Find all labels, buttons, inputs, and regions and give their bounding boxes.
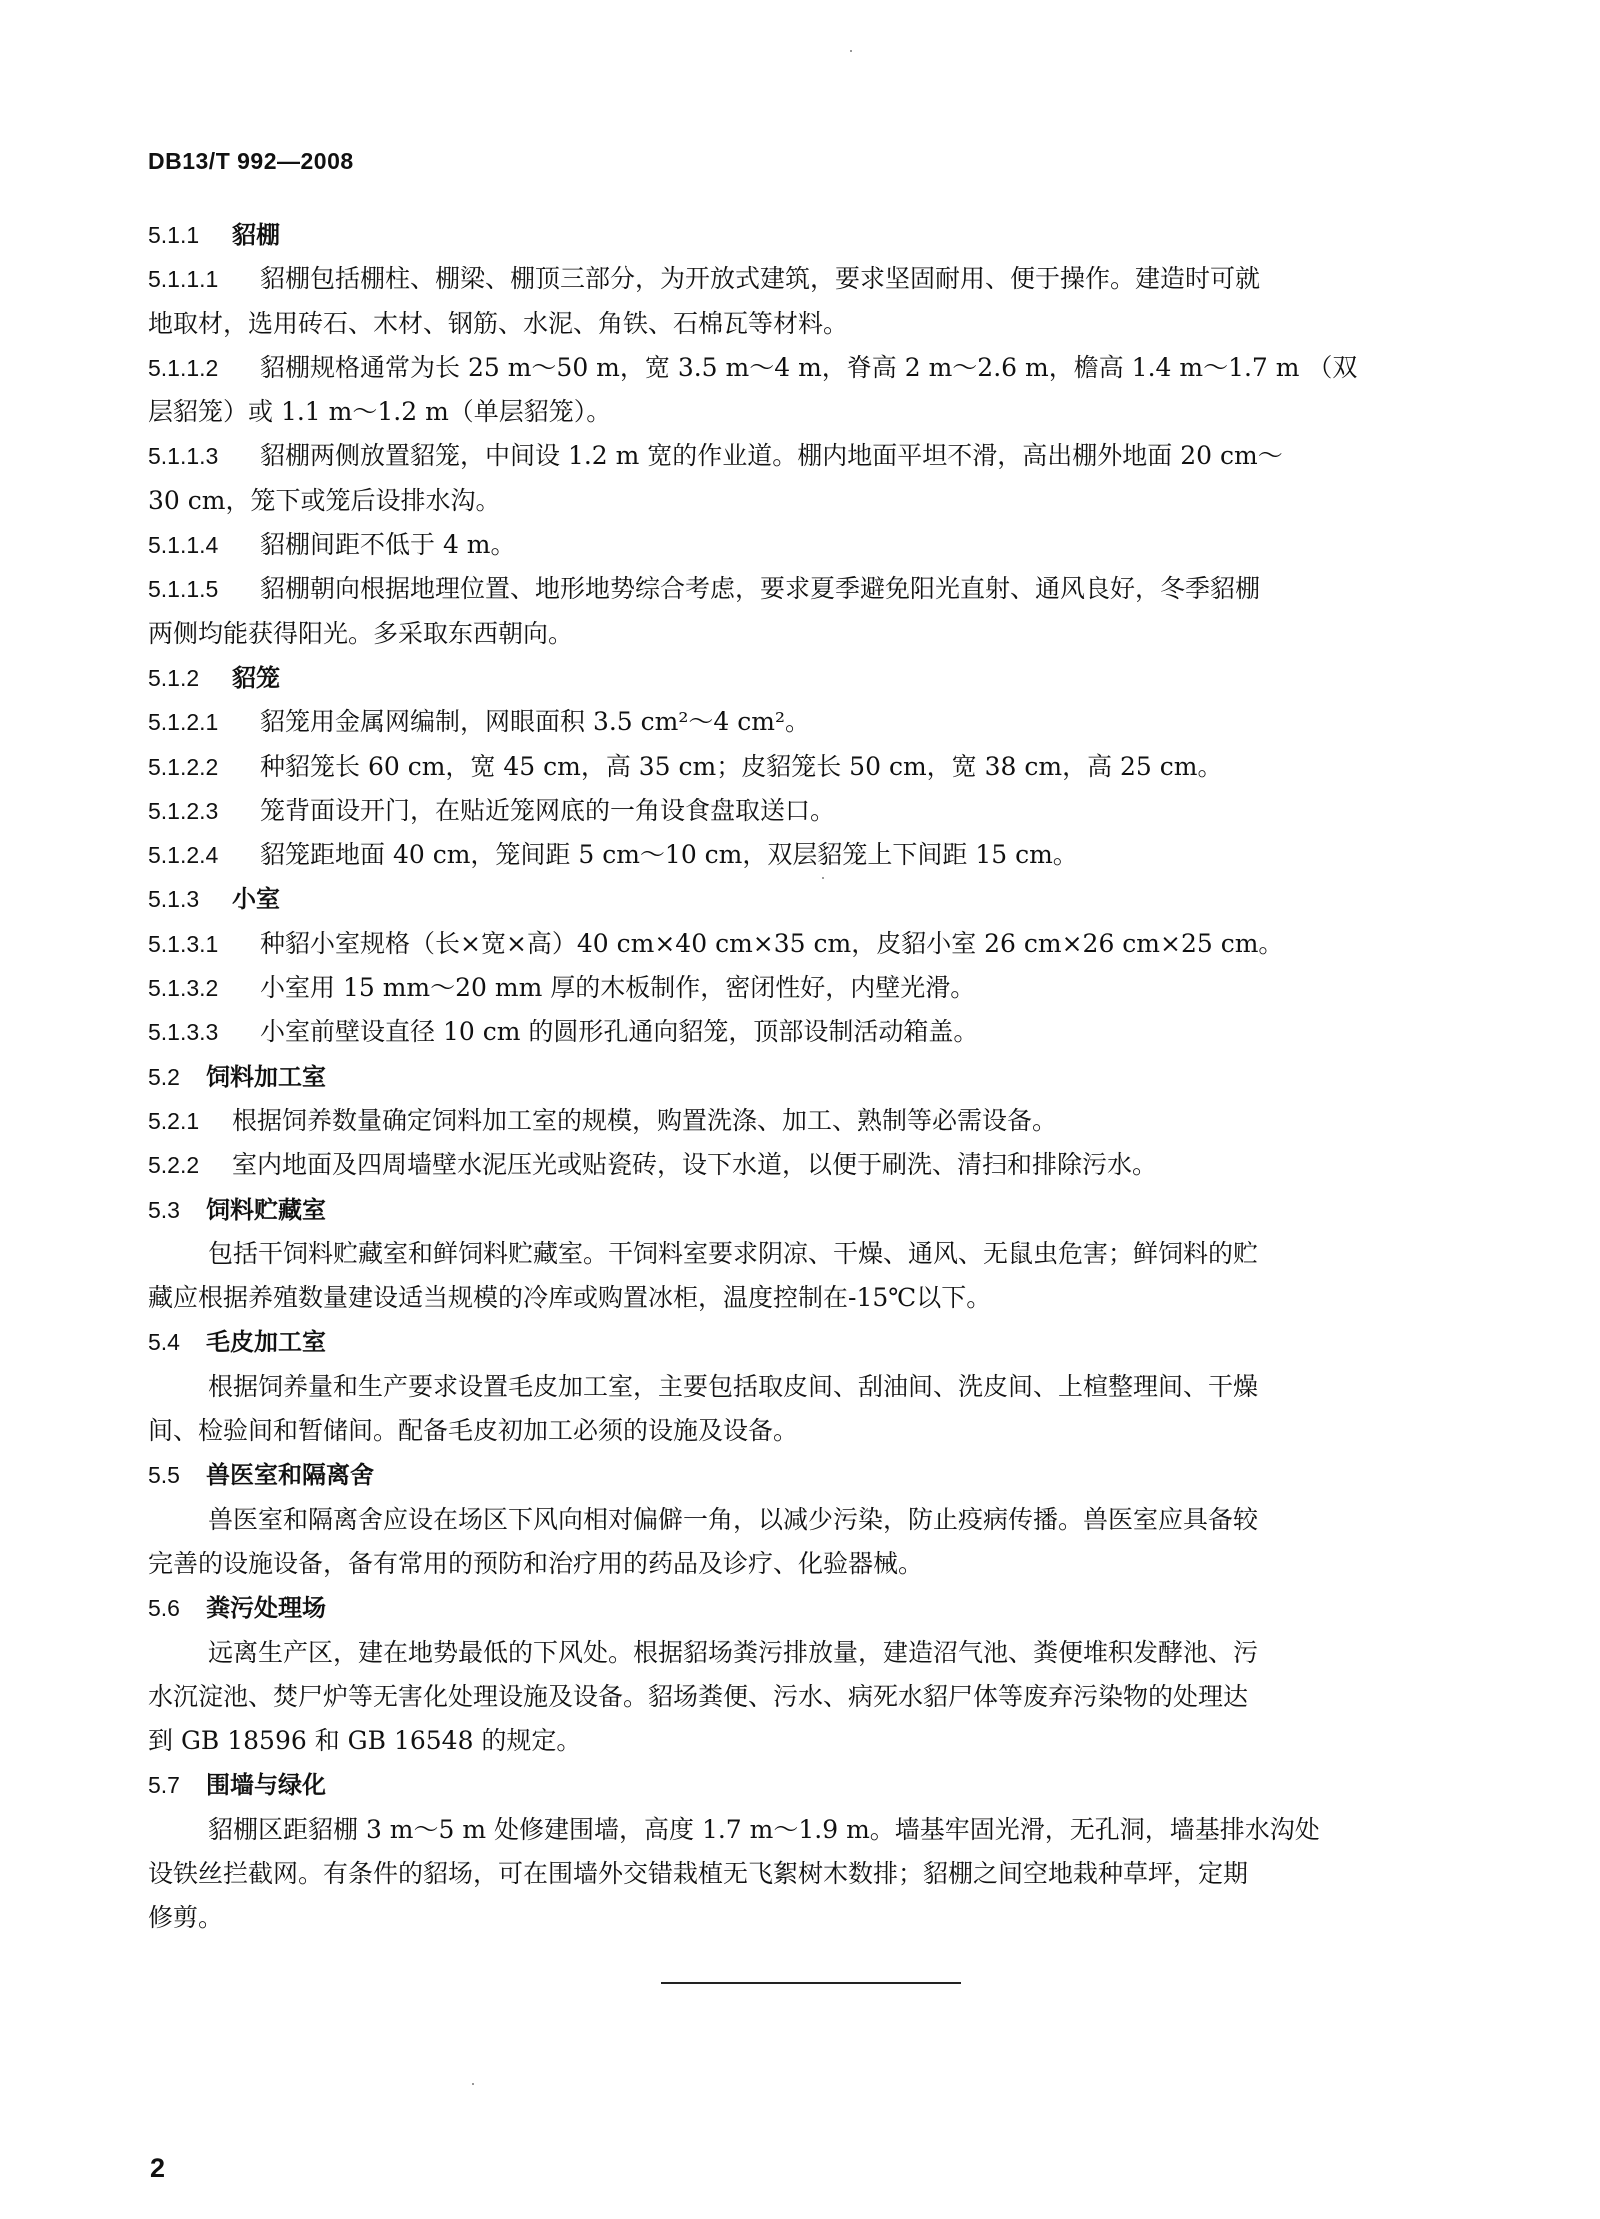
paragraph-line: 根据饲养量和生产要求设置毛皮加工室，主要包括取皮间、刮油间、洗皮间、上楦整理间、干燥: [208, 1371, 1259, 1401]
continuation-line: 两侧均能获得阳光。多采取东西朝向。: [148, 618, 574, 648]
paragraph-line: 貂棚区距貂棚 3 m～5 m 处修建围墙，高度 1.7 m～1.9 m。墙基牢固光滑，无孔洞，墙基排水沟处: [208, 1814, 1320, 1844]
clause-line: [148, 700, 1468, 744]
clause-text: 貂棚朝向根据地理位置、地形地势综合考虑，要求夏季避免阳光直射、通风良好，冬季貂棚: [260, 574, 1261, 604]
section-heading: [148, 1763, 1468, 1807]
section-number: 5.1.1: [148, 222, 200, 248]
clause-line: [148, 745, 1468, 789]
continuation-line: 水沉淀池、焚尸炉等无害化处理设施及设备。貂场粪便、污水、病死水貂尸体等废弃污染物的处理达: [148, 1681, 1249, 1711]
section-heading: [148, 1188, 1468, 1232]
clause-line: [148, 434, 1468, 478]
clause-number: 5.1.1.4: [148, 532, 219, 559]
clause-number: 5.1.1.2: [148, 354, 219, 381]
document-code: DB13/T 992—2008: [148, 148, 354, 174]
section-heading: [148, 877, 1468, 921]
clause-line: [148, 567, 1468, 611]
clause-text: 貂棚间距不低于 4 m。: [260, 530, 516, 560]
clause-text: 小室前壁设直径 10 cm 的圆形孔通向貂笼，顶部设制活动箱盖。: [260, 1017, 979, 1047]
continuation-line: 设铁丝拦截网。有条件的貂场，可在围墙外交错栽植无飞絮树木数排；貂棚之间空地栽种草坪，定期: [148, 1858, 1249, 1888]
continuation-line: 到 GB 18596 和 GB 16548 的规定。: [148, 1726, 582, 1756]
clause-number: 5.1.3.3: [148, 1019, 219, 1046]
section-title: 小室: [232, 885, 280, 914]
continuation-line: 完善的设施设备，备有常用的预防和治疗用的药品及诊疗、化验器械。: [148, 1548, 924, 1578]
clause-number: 5.1.2.1: [148, 709, 219, 736]
clause-number: 5.1.1.5: [148, 576, 219, 603]
section-number: 5.2: [148, 1063, 180, 1090]
clause-text: 笼背面设开门，在贴近笼网底的一角设食盘取送口。: [260, 795, 836, 825]
clause-text: 小室用 15 mm～20 mm 厚的木板制作，密闭性好，内壁光滑。: [260, 973, 976, 1003]
section-heading: [148, 1453, 1468, 1497]
clause-text: 根据饲养数量确定饲料加工室的规模，购置洗涤、加工、熟制等必需设备。: [232, 1105, 1058, 1135]
clause-text: 貂笼用金属网编制，网眼面积 3.5 cm²～4 cm²。: [260, 707, 810, 737]
clause-text: 貂笼距地面 40 cm，笼间距 5 cm～10 cm，双层貂笼上下间距 15 cm。: [260, 840, 1078, 870]
continuation-line: 修剪。: [148, 1903, 224, 1933]
clause-number: 5.2.1: [148, 1107, 200, 1134]
section-title: 貂笼: [232, 663, 280, 692]
section-number: 5.6: [148, 1595, 180, 1622]
section-title: 貂棚: [232, 221, 280, 249]
clause-text: 种貂小室规格（长×宽×高）40 cm×40 cm×35 cm，皮貂小室 26 cm×26 cm×25 cm。: [260, 928, 1284, 958]
clause-number: 5.1.3.1: [148, 930, 219, 957]
continuation-line: 地取材，选用砖石、木材、钢筋、水泥、角铁、石棉瓦等材料。: [148, 308, 849, 338]
clause-line: [148, 523, 1468, 567]
clause-text: 貂棚两侧放置貂笼，中间设 1.2 m 宽的作业道。棚内地面平坦不滑，高出棚外地面 20 cm～: [260, 441, 1283, 471]
clause-number: 5.1.2.2: [148, 753, 219, 780]
section-title: 毛皮加工室: [206, 1328, 326, 1357]
section-heading: [148, 656, 1468, 700]
continuation-line: 藏应根据养殖数量建设适当规模的冷库或购置冰柜，温度控制在-15℃以下。: [148, 1283, 992, 1313]
paragraph-line: 兽医室和隔离舍应设在场区下风向相对偏僻一角，以减少污染，防止疫病传播。兽医室应具备较: [208, 1504, 1259, 1534]
section-title: 兽医室和隔离舍: [206, 1461, 374, 1490]
clause-line: [148, 922, 1468, 966]
clause-line: [148, 789, 1468, 833]
section-heading: [148, 1055, 1468, 1099]
clause-line: [148, 346, 1468, 390]
clause-text: 室内地面及四周墙壁水泥压光或贴瓷砖，设下水道，以便于刷洗、清扫和排除污水。: [232, 1150, 1158, 1180]
clause-number: 5.1.2.4: [148, 842, 219, 869]
end-divider: [661, 1982, 961, 1984]
clause-line: [148, 1099, 1468, 1143]
clause-line: [148, 1143, 1468, 1187]
section-number: 5.3: [148, 1196, 180, 1223]
section-number: 5.4: [148, 1329, 180, 1356]
clause-text: 貂棚规格通常为长 25 m～50 m，宽 3.5 m～4 m，脊高 2 m～2.6 m，檐高 1.4 m～1.7 m （双: [260, 352, 1358, 382]
continuation-line: 间、检验间和暂储间。配备毛皮初加工必须的设施及设备。: [148, 1416, 799, 1446]
clause-text: 种貂笼长 60 cm，宽 45 cm，高 35 cm；皮貂笼长 50 cm，宽 38 cm，高 25 cm。: [260, 751, 1223, 781]
section-title: 围墙与绿化: [206, 1771, 326, 1800]
section-number: 5.1.3: [148, 886, 200, 913]
scan-speck: [850, 50, 852, 52]
paragraph-line: 包括干饲料贮藏室和鲜饲料贮藏室。干饲料室要求阴凉、干燥、通风、无鼠虫危害；鲜饲料的贮: [208, 1238, 1259, 1268]
paragraph-line: 远离生产区，建在地势最低的下风处。根据貂场粪污排放量，建造沼气池、粪便堆积发酵池、污: [208, 1637, 1259, 1667]
clause-number: 5.1.1.1: [148, 266, 219, 293]
clause-line: [148, 1010, 1468, 1054]
continuation-line: 30 cm，笼下或笼后设排水沟。: [148, 485, 501, 515]
clause-number: 5.1.3.2: [148, 975, 219, 1002]
clause-number: 5.1.1.3: [148, 443, 219, 470]
section-number: 5.1.2: [148, 664, 200, 691]
clause-number: 5.2.2: [148, 1152, 200, 1179]
clause-number: 5.1.2.3: [148, 797, 219, 824]
section-heading: [148, 1320, 1468, 1364]
section-number: 5.7: [148, 1772, 180, 1799]
document-body: [148, 213, 1468, 1941]
clause-text: 貂棚包括棚柱、棚梁、棚顶三部分，为开放式建筑，要求坚固耐用、便于操作。建造时可就: [260, 264, 1261, 294]
section-title: 饲料加工室: [206, 1062, 326, 1091]
section-number: 5.5: [148, 1462, 180, 1489]
page-number: 2: [150, 2153, 166, 2183]
section-title: 饲料贮藏室: [206, 1195, 326, 1224]
clause-line: [148, 257, 1468, 301]
section-title: 粪污处理场: [206, 1594, 326, 1623]
clause-line: [148, 833, 1468, 877]
continuation-line: 层貂笼）或 1.1 m～1.2 m（单层貂笼）。: [148, 397, 612, 427]
section-heading: [148, 1586, 1468, 1630]
scan-speck: [822, 877, 824, 879]
clause-line: [148, 966, 1468, 1010]
scan-speck: [472, 2083, 474, 2085]
section-heading: [148, 213, 1468, 257]
